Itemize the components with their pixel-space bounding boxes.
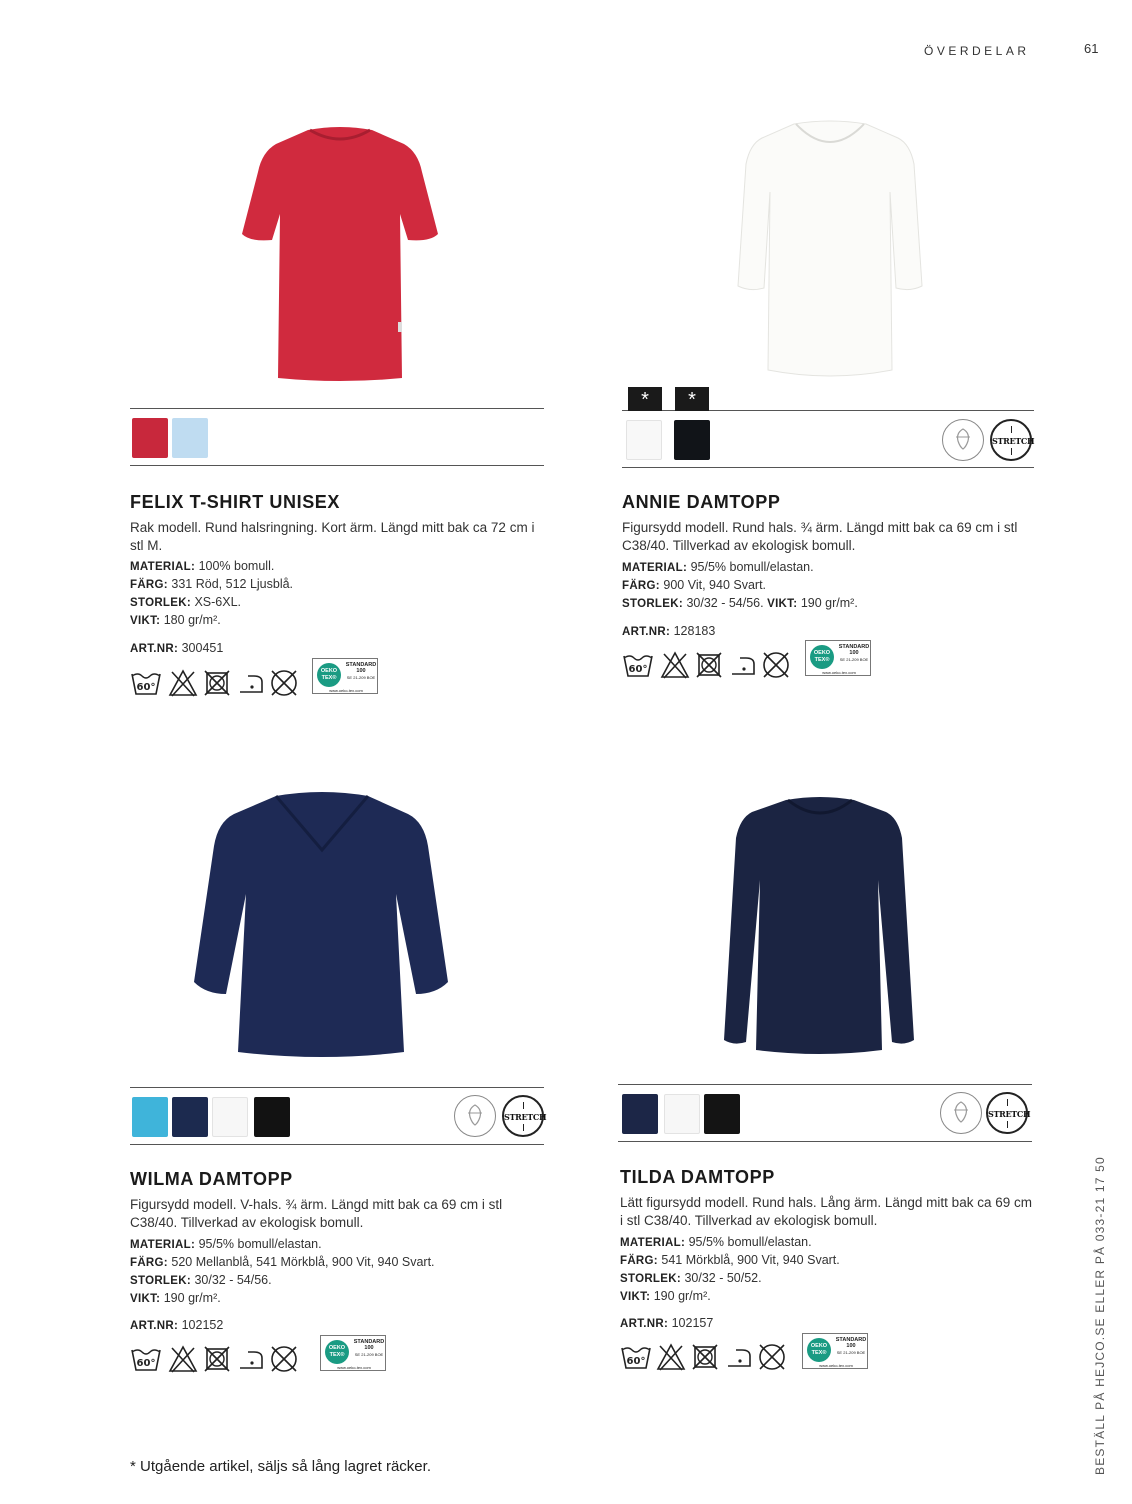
wilma-color-swatches bbox=[130, 1087, 547, 1145]
spec-color: FÄRG: 541 Mörkblå, 900 Vit, 940 Svart. bbox=[620, 1253, 840, 1267]
svg-text:60°: 60° bbox=[626, 1356, 646, 1367]
oeko-tex-label: OEKO TEX® STANDARD 100 SE 21-209 BOE www.oeko-tex.com bbox=[320, 1335, 386, 1371]
tumble-dry-icon bbox=[690, 1342, 720, 1372]
spec-color: FÄRG: 331 Röd, 512 Ljusblå. bbox=[130, 577, 294, 591]
swatch-white[interactable] bbox=[664, 1094, 700, 1134]
iron-low-icon bbox=[236, 1344, 266, 1374]
spec-material: MATERIAL: 100% bomull. bbox=[130, 559, 275, 573]
swatch-white[interactable] bbox=[626, 420, 662, 460]
oeko-tex-label: OEKO TEX® STANDARD 100 SE 21-209 BOE www.oeko-tex.com bbox=[802, 1333, 868, 1369]
wash-60-icon bbox=[130, 1344, 162, 1374]
annie-top-photo bbox=[728, 120, 932, 384]
care-symbols bbox=[622, 644, 872, 682]
no-dry-clean-icon bbox=[268, 667, 300, 699]
care-symbols bbox=[620, 1337, 880, 1374]
product-title: WILMA DAMTOPP bbox=[130, 1169, 293, 1189]
wash-60-icon bbox=[622, 650, 654, 680]
tilda-color-swatches bbox=[618, 1084, 1032, 1142]
spec-article: ART.NR: 102157 bbox=[620, 1316, 714, 1330]
product-title: TILDA DAMTOPP bbox=[620, 1167, 775, 1187]
outgoing-marker-white: * bbox=[628, 387, 662, 411]
product-title: FELIX T-SHIRT UNISEX bbox=[130, 492, 341, 512]
spec-weight: VIKT: 190 gr/m². bbox=[620, 1289, 711, 1303]
stretch-badge: STRETCH bbox=[502, 1095, 544, 1137]
spec-size: STORLEK: 30/32 - 54/56. bbox=[130, 1273, 272, 1287]
care-symbols bbox=[130, 662, 380, 700]
swatch-light-blue[interactable] bbox=[172, 418, 208, 458]
product-description: Figursydd modell. Rund hals. ¾ ärm. Längd mitt bak ca 69 cm i stl C38/40. Tillverkad av ekologisk bomull. bbox=[622, 520, 1018, 553]
spec-material: MATERIAL: 95/5% bomull/elastan. bbox=[620, 1235, 812, 1249]
care-symbols bbox=[130, 1339, 390, 1376]
spec-material: MATERIAL: 95/5% bomull/elastan. bbox=[130, 1237, 322, 1251]
oeko-tex-label: OEKO TEX® STANDARD 100 SE 21-209 BOE www.oeko-tex.com bbox=[805, 640, 871, 676]
order-info-side-text: BESTÄLL PÅ HEJCO.SE ELLER PÅ 033-21 17 50 bbox=[1093, 1156, 1107, 1475]
spec-material: MATERIAL: 95/5% bomull/elastan. bbox=[622, 560, 814, 574]
swatch-red[interactable] bbox=[132, 418, 168, 458]
no-dry-clean-icon bbox=[268, 1343, 300, 1375]
wash-60-icon bbox=[620, 1342, 652, 1372]
swatch-black[interactable] bbox=[674, 420, 710, 460]
iron-low-icon bbox=[728, 650, 758, 680]
swatch-dark-blue[interactable] bbox=[622, 1094, 658, 1134]
stretch-badge: STRETCH bbox=[986, 1092, 1028, 1134]
swatch-black[interactable] bbox=[254, 1097, 290, 1137]
no-bleach-icon bbox=[656, 1342, 686, 1372]
spec-color: FÄRG: 900 Vit, 940 Svart. bbox=[622, 578, 767, 592]
no-dry-clean-icon bbox=[756, 1341, 788, 1373]
iron-low-icon bbox=[236, 668, 266, 698]
tumble-dry-icon bbox=[202, 668, 232, 698]
organic-cotton-badge bbox=[942, 419, 984, 461]
wash-60-icon bbox=[130, 668, 162, 698]
no-bleach-icon bbox=[660, 650, 690, 680]
swatch-dark-blue[interactable] bbox=[172, 1097, 208, 1137]
swatch-medium-blue[interactable] bbox=[132, 1097, 168, 1137]
page-number: 61 bbox=[1084, 41, 1099, 56]
swatch-white[interactable] bbox=[212, 1097, 248, 1137]
tilda-top-photo bbox=[722, 796, 918, 1056]
spec-weight: VIKT: 180 gr/m². bbox=[130, 613, 221, 627]
swatch-black[interactable] bbox=[704, 1094, 740, 1134]
product-description: Figursydd modell. V-hals. ¾ ärm. Längd mitt bak ca 69 cm i stl C38/40. Tillverkad av ekologisk bomull. bbox=[130, 1197, 503, 1230]
stretch-badge: STRETCH bbox=[990, 419, 1032, 461]
svg-text:60°: 60° bbox=[628, 664, 648, 675]
organic-cotton-badge bbox=[940, 1092, 982, 1134]
no-dry-clean-icon bbox=[760, 649, 792, 681]
svg-text:60°: 60° bbox=[136, 682, 156, 693]
felix-color-swatches bbox=[130, 408, 544, 466]
iron-low-icon bbox=[724, 1342, 754, 1372]
oeko-tex-label: OEKO TEX® STANDARD 100 SE 21-209 BOE www.oeko-tex.com bbox=[312, 658, 378, 694]
product-title: ANNIE DAMTOPP bbox=[622, 492, 781, 512]
product-description: Rak modell. Rund halsringning. Kort ärm. Längd mitt bak ca 72 cm i stl M. bbox=[130, 520, 535, 553]
felix-tshirt-photo bbox=[230, 122, 450, 388]
no-bleach-icon bbox=[168, 1344, 198, 1374]
spec-size-weight: STORLEK: 30/32 - 54/56. VIKT: 190 gr/m². bbox=[622, 596, 858, 610]
section-title: ÖVERDELAR bbox=[924, 44, 1030, 58]
footnote: * Utgående artikel, säljs så lång lagret räcker. bbox=[130, 1458, 431, 1475]
product-description: Lätt figursydd modell. Rund hals. Lång ärm. Längd mitt bak ca 69 cm i stl C38/40. Tillverkad av ekologisk bomull. bbox=[620, 1195, 1032, 1228]
spec-size: STORLEK: 30/32 - 50/52. bbox=[620, 1271, 762, 1285]
outgoing-marker-black: * bbox=[675, 387, 709, 411]
spec-article: ART.NR: 300451 bbox=[130, 641, 224, 655]
organic-cotton-badge bbox=[454, 1095, 496, 1137]
spec-size: STORLEK: XS-6XL. bbox=[130, 595, 242, 609]
tumble-dry-icon bbox=[694, 650, 724, 680]
spec-article: ART.NR: 102152 bbox=[130, 1318, 224, 1332]
wilma-top-photo bbox=[192, 790, 452, 1058]
spec-weight: VIKT: 190 gr/m². bbox=[130, 1291, 221, 1305]
no-bleach-icon bbox=[168, 668, 198, 698]
tumble-dry-icon bbox=[202, 1344, 232, 1374]
spec-article: ART.NR: 128183 bbox=[622, 624, 716, 638]
annie-color-swatches bbox=[622, 410, 1034, 468]
svg-text:60°: 60° bbox=[136, 1358, 156, 1369]
spec-color: FÄRG: 520 Mellanblå, 541 Mörkblå, 900 Vit, 940 Svart. bbox=[130, 1255, 435, 1269]
